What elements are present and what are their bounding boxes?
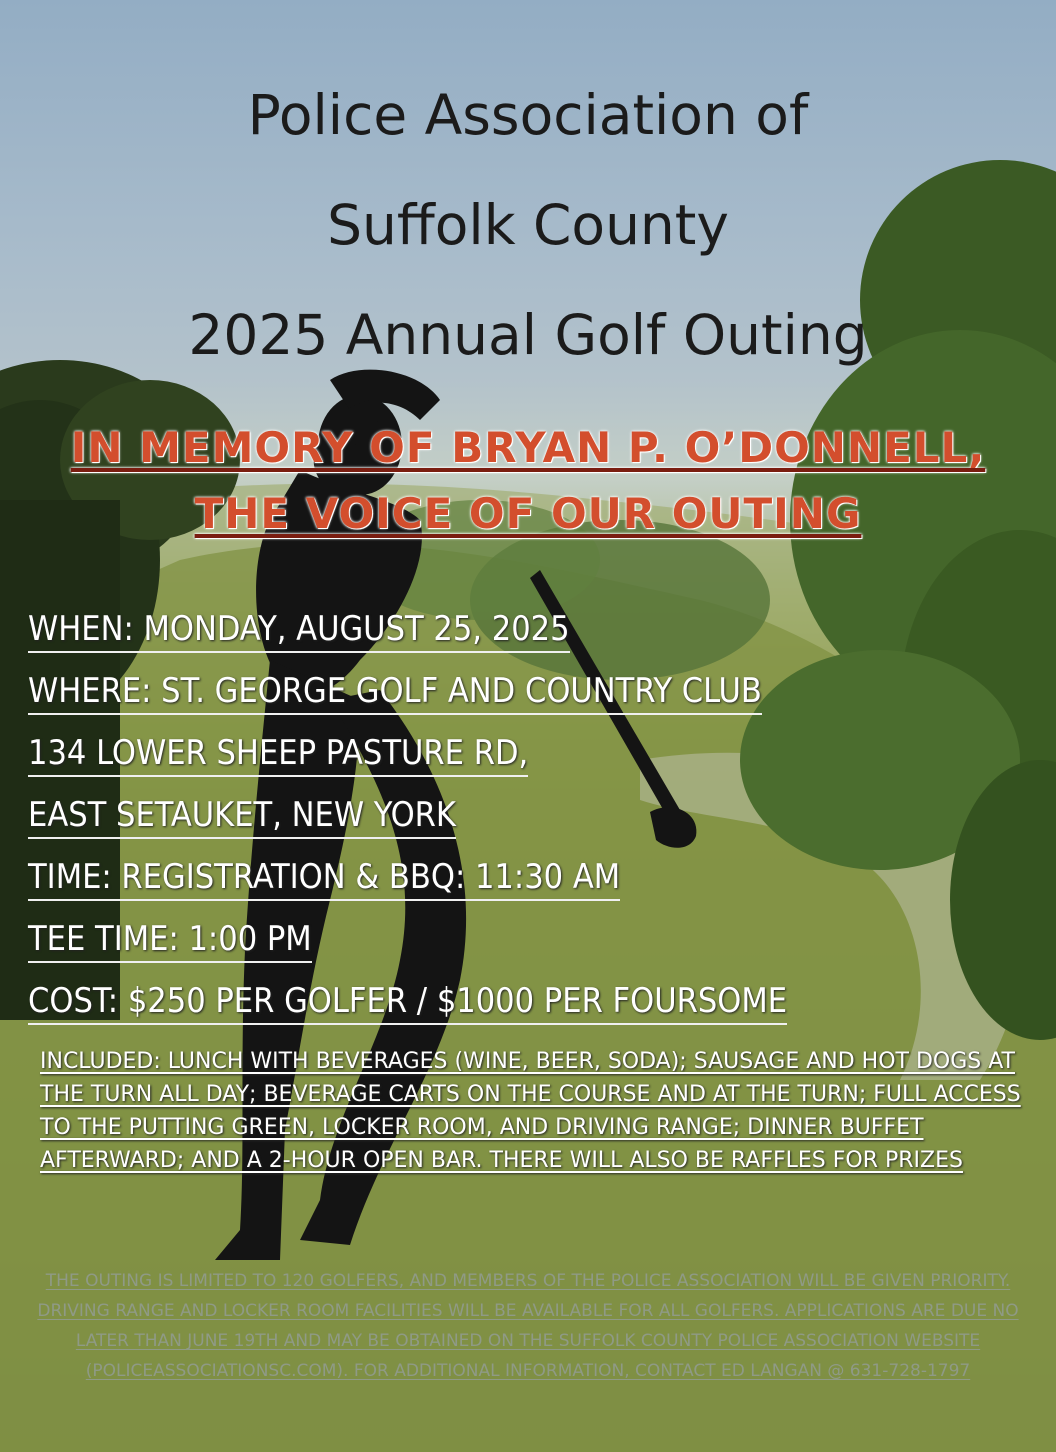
memorial-banner xyxy=(0,415,1056,547)
detail-address-city: EAST SETAUKET, NEW YORK xyxy=(28,784,1038,846)
title-line: 2025 Annual Golf Outing xyxy=(188,303,868,367)
title-line: Police Association of xyxy=(247,83,809,147)
memorial-line: IN MEMORY OF BRYAN P. O’DONNELL, xyxy=(70,423,986,472)
detail-when: WHEN: MONDAY, AUGUST 25, 2025 xyxy=(28,598,1038,660)
page-title xyxy=(0,60,1056,390)
included-list: INCLUDED: LUNCH WITH BEVERAGES (WINE, BEER, SODA); SAUSAGE AND HOT DOGS AT THE TURN ALL DAY; BEVERAGE CARTS ON THE COURSE AND AT THE TURN; FULL ACCESS TO THE PUTTING GREEN, LOCKER ROOM, AND DRIVING RANGE; DINNER BUFFET AFTERWARD; AND A 2-HOUR OPEN BAR. THERE WILL ALSO BE RAFFLES FOR PRIZES xyxy=(40,1049,1021,1173)
detail-where: WHERE: ST. GEORGE GOLF AND COUNTRY CLUB xyxy=(28,660,1038,722)
memorial-line: THE VOICE OF OUR OUTING xyxy=(194,489,862,538)
detail-registration-time: TIME: REGISTRATION & BBQ: 11:30 AM xyxy=(28,846,1038,908)
detail-tee-time: TEE TIME: 1:00 PM xyxy=(28,908,1038,970)
event-details xyxy=(28,598,1038,1032)
title-line: Suffolk County xyxy=(327,193,729,257)
detail-cost: COST: $250 PER GOLFER / $1000 PER FOURSOME xyxy=(28,970,1038,1032)
detail-address-street: 134 LOWER SHEEP PASTURE RD, xyxy=(28,722,1038,784)
fine-print: THE OUTING IS LIMITED TO 120 GOLFERS, AND MEMBERS OF THE POLICE ASSOCIATION WILL BE GIVEN PRIORITY. DRIVING RANGE AND LOCKER ROOM FACILITIES WILL BE AVAILABLE FOR ALL GOLFERS. APPLICATIONS ARE DUE NO LATER THAN JUNE 19TH AND MAY BE OBTAINED ON THE SUFFOLK COUNTY POLICE ASSOCIATION WEBSITE (POLICEASSOCIATIONSC.COM). FOR ADDITIONAL INFORMATION, CONTACT ED LANGAN @ 631-728-1797 xyxy=(37,1271,1019,1381)
